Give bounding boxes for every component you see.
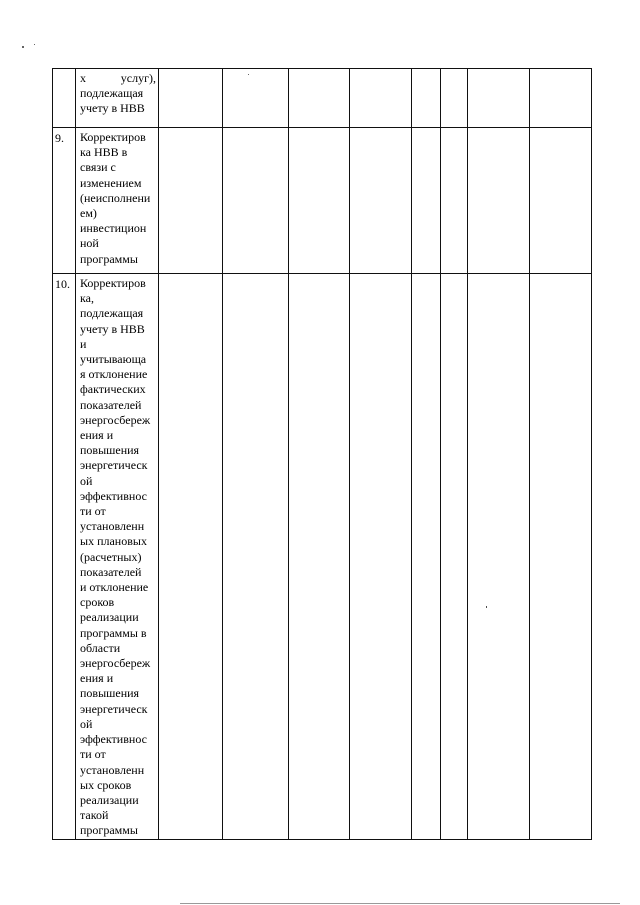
table-cell (468, 274, 530, 840)
row-name-line: ой (80, 473, 93, 488)
row-name-line: показателей (80, 564, 142, 579)
row-name-line: ти от (80, 504, 106, 519)
page-edge-line (180, 903, 620, 904)
row-name-line: ения и (80, 428, 114, 443)
row-name-line: энергосбереж (80, 412, 151, 427)
row-name-line: учитывающа (80, 352, 147, 367)
row-name-line: ти от (80, 747, 106, 762)
row-name-line: ых плановых (80, 534, 147, 549)
row-name-line: сроков (80, 595, 115, 610)
row-name-first-line (80, 71, 156, 86)
row-name-line: ых сроков (80, 777, 132, 792)
row-name-line: подлежащая (80, 306, 144, 321)
row-name (76, 69, 159, 128)
row-name-line: ой (80, 716, 93, 731)
table-cell (159, 274, 223, 840)
table-cell (441, 69, 468, 128)
row-name-line: ка, (80, 291, 94, 306)
table-cell (412, 128, 441, 274)
row-name-line: учету в НВВ (80, 101, 145, 116)
row-name-line: изменением (80, 175, 142, 190)
row-name-line: установленн (80, 762, 145, 777)
row-name-line: установленн (80, 519, 145, 534)
row-name-line: повышения (80, 443, 140, 458)
table-row-continuation (53, 69, 592, 128)
row-name-word: услуг), (120, 71, 156, 85)
scan-speck (34, 44, 35, 45)
table-cell (530, 274, 592, 840)
row-name-line: реализации (80, 610, 139, 625)
table-cell (530, 69, 592, 128)
table-cell (223, 274, 289, 840)
row-name-line: я отклонение (80, 367, 148, 382)
row-name-line: связи с (80, 160, 116, 175)
row-name-line: ения и (80, 671, 114, 686)
row-name-line: энергетическ (80, 458, 148, 473)
data-table (52, 68, 592, 840)
row-name-line: энергосбереж (80, 656, 151, 671)
row-name-line: ной (80, 236, 99, 251)
row-name-line: программы (80, 251, 138, 266)
scan-speck (22, 46, 24, 48)
table-cell (441, 128, 468, 274)
table-cell (441, 274, 468, 840)
row-name-line: ем) (80, 206, 97, 221)
row-name-line: энергетическ (80, 701, 148, 716)
table-cell (159, 128, 223, 274)
row-name-line: фактических (80, 382, 146, 397)
table-cell (289, 69, 350, 128)
table-cell (223, 128, 289, 274)
row-name-line: (неисполнени (80, 190, 151, 205)
row-name-line: учету в НВВ (80, 321, 145, 336)
row-name-line: эффективнос (80, 488, 147, 503)
table-cell (468, 69, 530, 128)
row-name-line: реализации (80, 792, 139, 807)
row-name-line: показателей (80, 397, 142, 412)
table-cell (412, 274, 441, 840)
table-cell (530, 128, 592, 274)
table-cell (289, 274, 350, 840)
row-name-line: (расчетных) (80, 549, 142, 564)
row-name-line: и отклонение (80, 580, 149, 595)
row-number (53, 69, 76, 128)
table-row-10 (53, 274, 592, 840)
table-row-9 (53, 128, 592, 274)
table-cell (468, 128, 530, 274)
row-name-line: повышения (80, 686, 140, 701)
table-cell (223, 69, 289, 128)
table-cell (289, 128, 350, 274)
row-name-word: х (80, 71, 86, 85)
table-cell (350, 274, 412, 840)
row-name-line: программы в (80, 625, 147, 640)
row-name-line: ка НВВ в (80, 145, 128, 160)
row-name-line: эффективнос (80, 732, 147, 747)
row-name-line: и (80, 336, 87, 351)
table-cell (412, 69, 441, 128)
row-name-line: области (80, 640, 121, 655)
row-name-line: инвестицион (80, 221, 147, 236)
row-number: 10. (53, 274, 76, 840)
row-name-line: подлежащая (80, 86, 144, 101)
row-name-line: Корректиров (80, 276, 146, 290)
row-number: 9. (53, 128, 76, 274)
row-name-line: программы (80, 823, 138, 838)
row-name-line: такой (80, 808, 109, 823)
row-name (76, 274, 159, 840)
row-name-line: Корректиров (80, 130, 146, 144)
table-cell (159, 69, 223, 128)
table-cell (350, 128, 412, 274)
table-cell (350, 69, 412, 128)
row-name (76, 128, 159, 274)
